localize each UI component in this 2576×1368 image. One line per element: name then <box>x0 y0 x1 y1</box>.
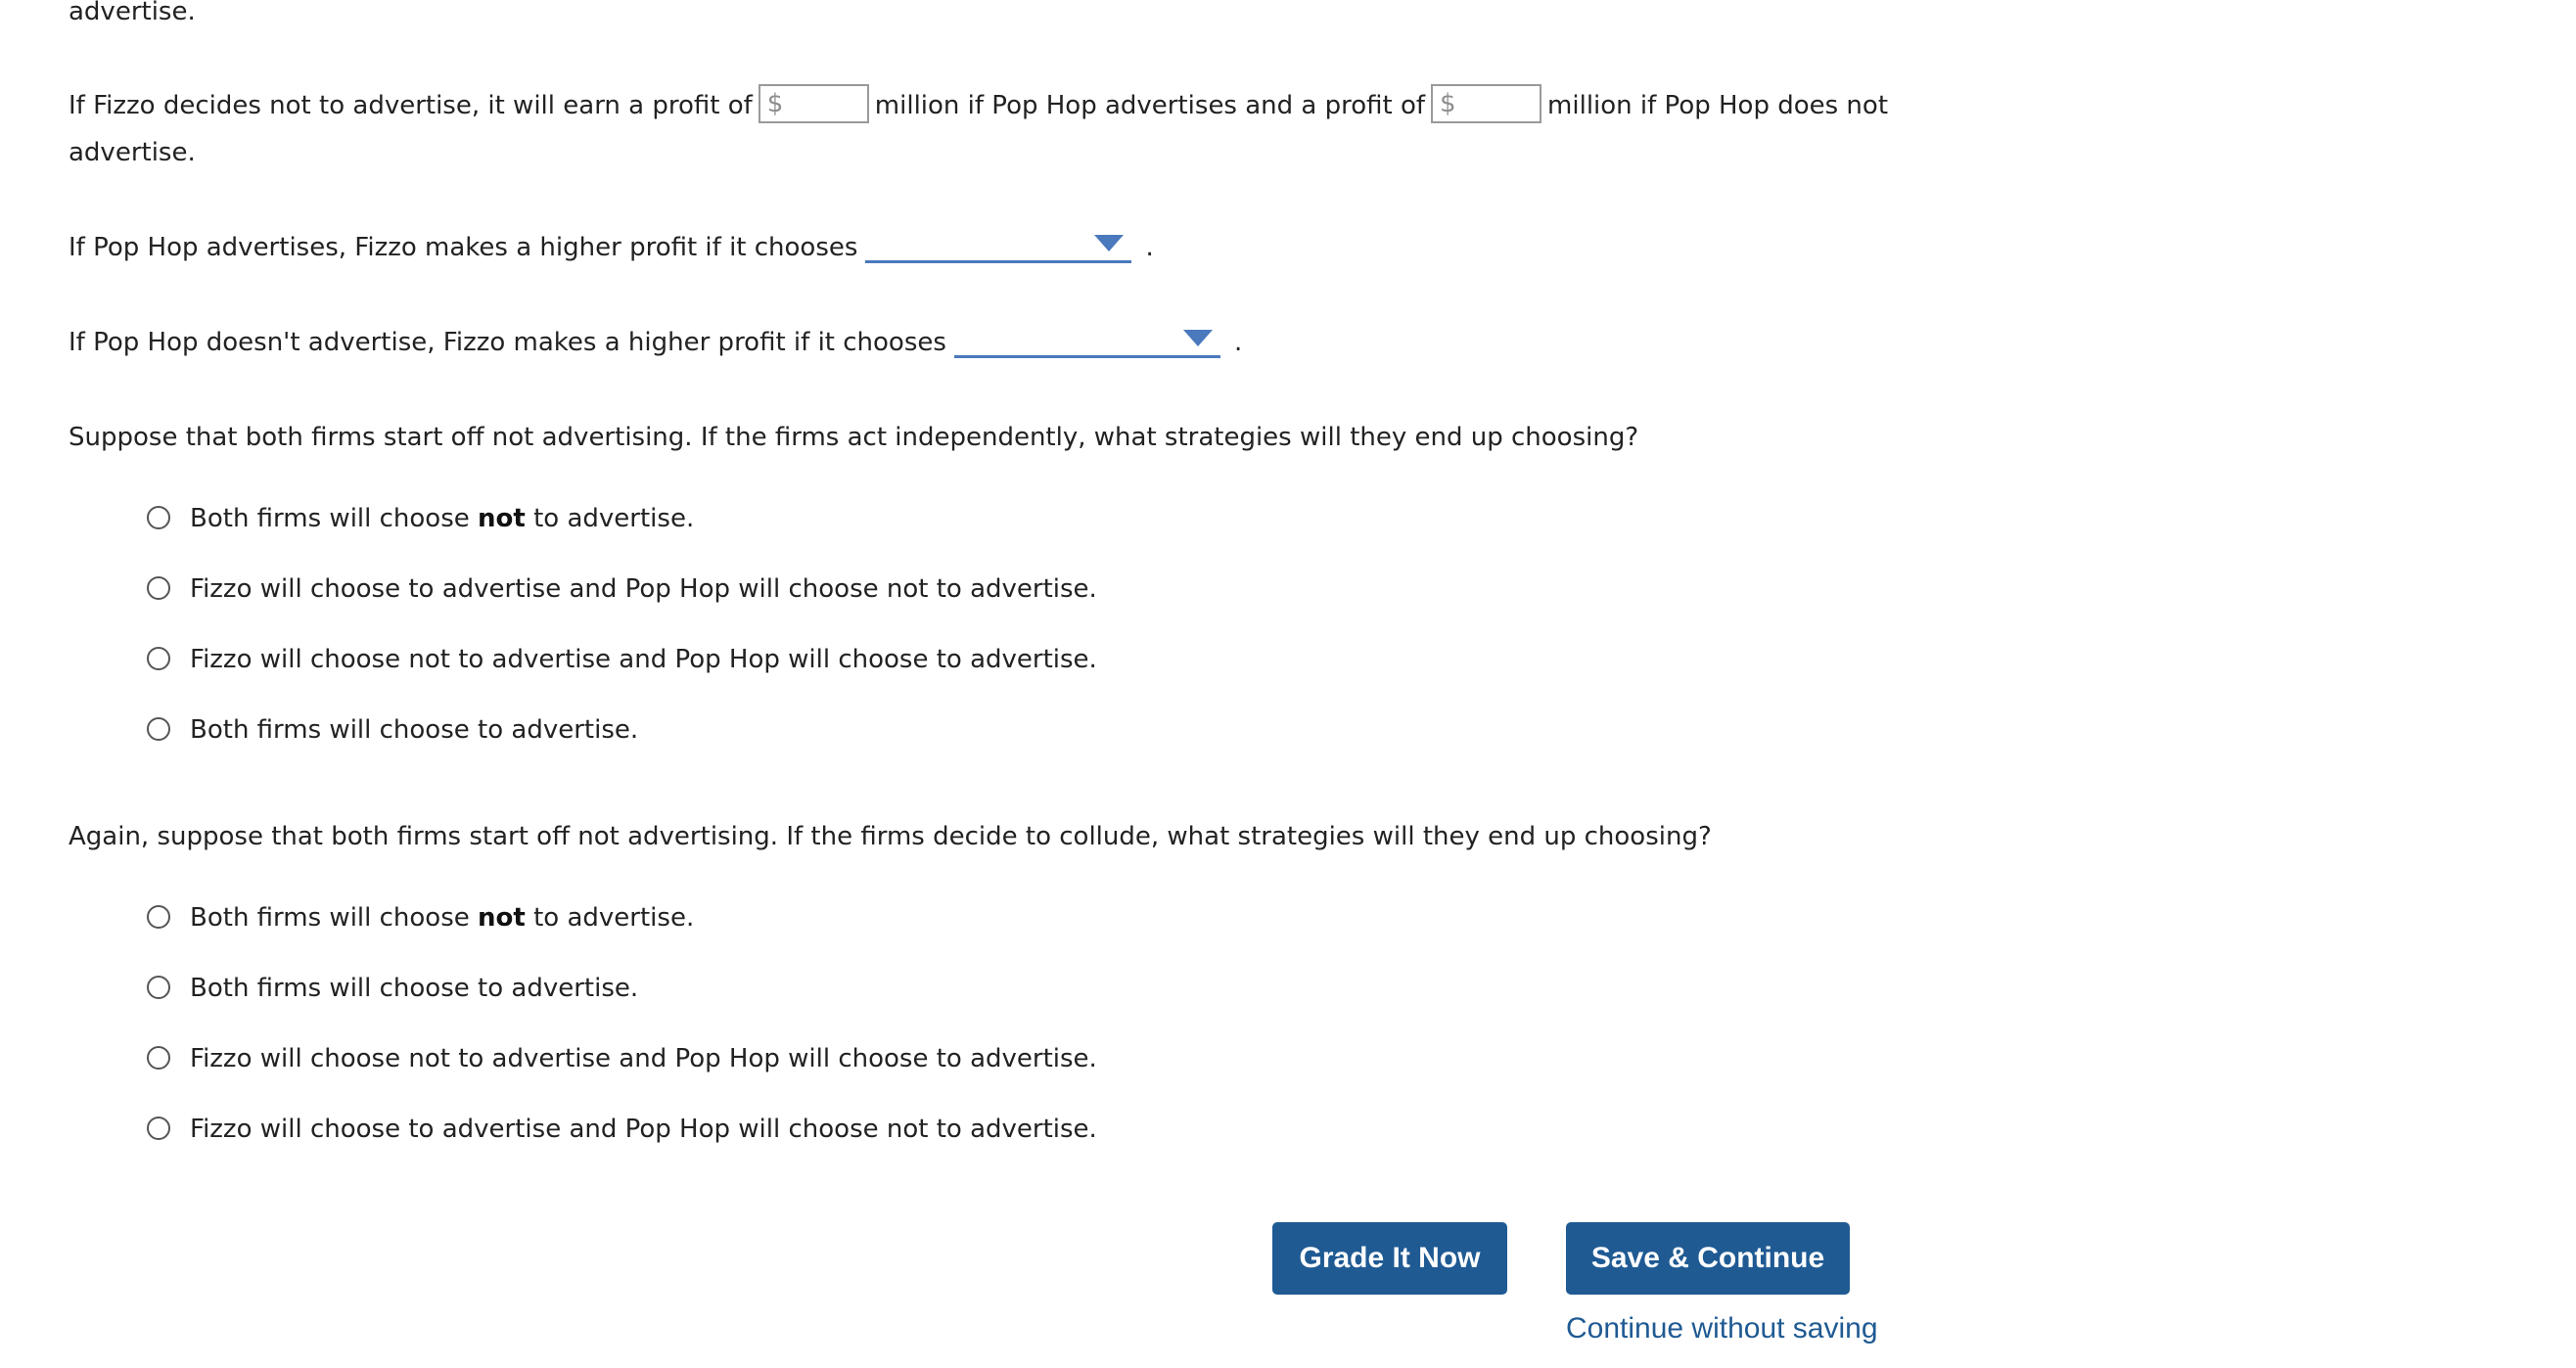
question-text: If Pop Hop doesn't advertise, Fizzo makes a higher profit if it chooses <box>69 328 946 357</box>
profit-value-input-2[interactable] <box>1458 88 1541 121</box>
question-collude: Again, suppose that both firms start off not advertising. If the firms decide to collude, what strategies will they end up choosing? <box>69 822 1712 851</box>
radio-button[interactable] <box>147 576 170 600</box>
chevron-down-icon <box>1094 235 1124 251</box>
strategy-dropdown-pophop-advertises[interactable] <box>865 225 1131 263</box>
profit-input-pophop-advertises[interactable] <box>759 84 869 123</box>
question-pophop-advertises <box>69 226 1154 269</box>
question-pophop-not-advertise <box>69 321 1242 364</box>
save-and-continue-button[interactable]: Save & Continue <box>1566 1222 1850 1295</box>
radio-button[interactable] <box>147 905 170 929</box>
sentence-middle: million if Pop Hop advertises and a profit of <box>874 91 1426 120</box>
grade-it-now-button[interactable]: Grade It Now <box>1272 1222 1507 1295</box>
sentence-prefix: If Fizzo decides not to advertise, it will earn a profit of <box>69 91 753 120</box>
previous-text-fragment: advertise. <box>69 0 196 26</box>
radio-button[interactable] <box>147 1117 170 1140</box>
dollar-sign: $ <box>766 88 784 118</box>
continue-without-saving-link[interactable]: Continue without saving <box>1566 1312 1878 1345</box>
profit-input-pophop-not-advertise[interactable] <box>1431 84 1541 123</box>
chevron-down-icon <box>1183 330 1213 346</box>
sentence-suffix: million if Pop Hop does not <box>1547 91 1889 120</box>
radio-button[interactable] <box>147 976 170 999</box>
radio-button[interactable] <box>147 506 170 529</box>
profit-value-input-1[interactable] <box>786 88 868 121</box>
period: . <box>1145 233 1154 262</box>
dollar-sign: $ <box>1440 88 1456 118</box>
radio-label: Fizzo will choose to advertise and Pop Hop will choose not to advertise. <box>190 574 1097 604</box>
radio-label: Fizzo will choose to advertise and Pop Hop will choose not to advertise. <box>190 1115 1097 1144</box>
question-independent: Suppose that both firms start off not advertising. If the firms act independently, what strategies will they end up choosing? <box>69 423 1639 452</box>
question-text: If Pop Hop advertises, Fizzo makes a higher profit if it chooses <box>69 233 858 262</box>
fizzo-not-advertise-sentence <box>69 84 1888 127</box>
radio-button[interactable] <box>147 717 170 741</box>
radio-label: Fizzo will choose not to advertise and Pop Hop will choose to advertise. <box>190 645 1097 674</box>
radio-button[interactable] <box>147 1046 170 1070</box>
radio-label: Both firms will choose to advertise. <box>190 974 639 1003</box>
radio-label: Both firms will choose not to advertise. <box>190 504 695 533</box>
strategy-dropdown-pophop-not-advertise[interactable] <box>954 320 1220 358</box>
radio-button[interactable] <box>147 647 170 670</box>
period: . <box>1233 328 1243 357</box>
sentence-wrap: advertise. <box>69 138 196 167</box>
radio-label: Both firms will choose to advertise. <box>190 715 639 745</box>
radio-label: Fizzo will choose not to advertise and Pop Hop will choose to advertise. <box>190 1044 1097 1073</box>
radio-label: Both firms will choose not to advertise. <box>190 903 695 933</box>
